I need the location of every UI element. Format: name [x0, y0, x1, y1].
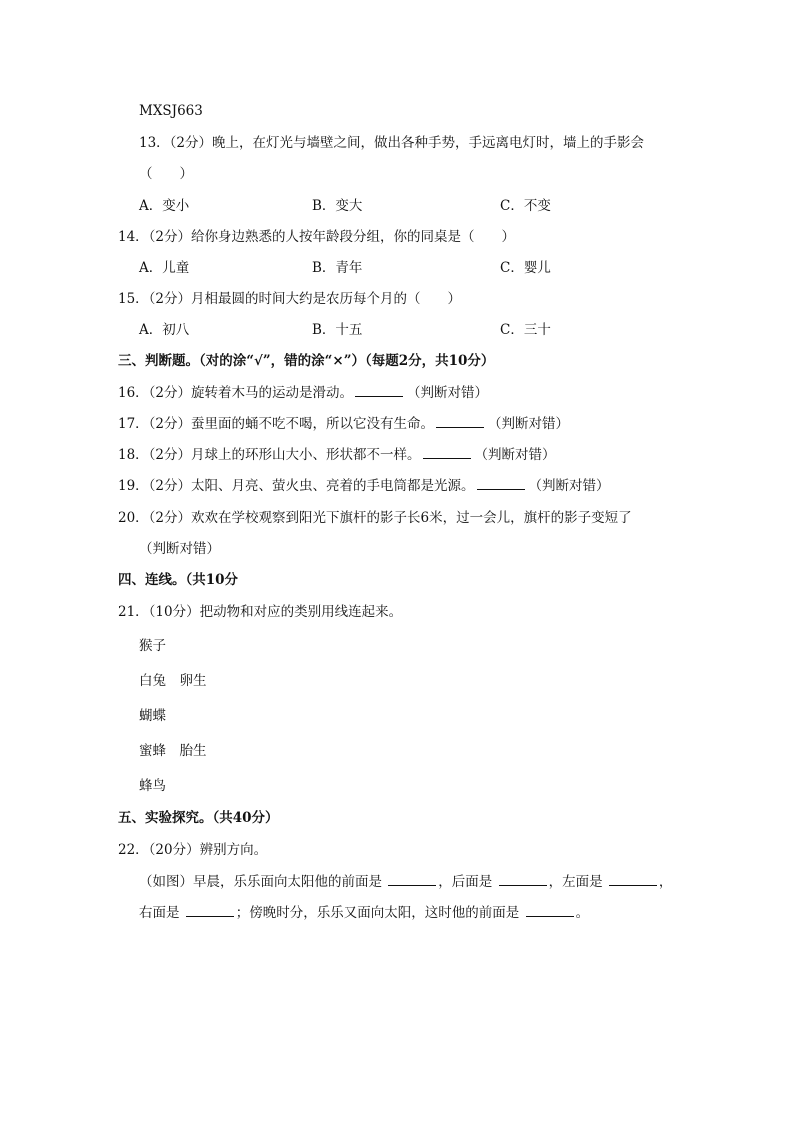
- question-16-suffix: （判断对错）: [407, 385, 489, 401]
- q13-option-b: B．变大: [312, 198, 363, 214]
- section-5-title: 五、实验探究。（共40分）: [118, 810, 279, 826]
- answer-blank-evening-front[interactable]: [526, 904, 574, 917]
- q22-text-comma: ，: [658, 874, 673, 890]
- q22-text-evening: ；傍晚时分，乐乐又面向太阳，这时他的前面是: [235, 905, 520, 921]
- q22-text-period: 。: [575, 905, 590, 921]
- answer-blank-17[interactable]: [436, 415, 484, 428]
- match-row-3: 蝴蝶: [139, 708, 166, 724]
- question-14: 14．（2分）给你身边熟悉的人按年龄段分组，你的同桌是（ ）: [118, 229, 516, 245]
- answer-blank-back[interactable]: [499, 873, 547, 886]
- question-19-suffix: （判断对错）: [528, 478, 610, 494]
- q15-option-c: C．三十: [500, 322, 551, 338]
- answer-blank-16[interactable]: [355, 384, 403, 397]
- question-22-para-2: [139, 904, 589, 922]
- q13-option-a: A．变小: [139, 198, 190, 214]
- question-17-suffix: （判断对错）: [488, 416, 570, 432]
- q14-option-b: B．青年: [312, 260, 363, 276]
- answer-blank-19[interactable]: [477, 477, 525, 490]
- answer-blank-right[interactable]: [186, 904, 234, 917]
- q22-text-left: ，左面是: [548, 874, 603, 890]
- question-17-text: 17．（2分）蚕里面的蛹不吃不喝，所以它没有生命。: [118, 416, 435, 432]
- match-row-2: 白兔 卵生: [139, 673, 207, 689]
- q22-text-back: ，后面是: [438, 874, 493, 890]
- question-18-text: 18．（2分）月球上的环形山大小、形状都不一样。: [118, 447, 421, 463]
- q14-option-c: C．婴儿: [500, 260, 551, 276]
- q14-option-a: A．儿童: [139, 260, 190, 276]
- question-18-suffix: （判断对错）: [474, 447, 556, 463]
- question-19-text: 19．（2分）太阳、月亮、萤火虫、亮着的手电筒都是光源。: [118, 478, 475, 494]
- match-row-5: 蜂鸟: [139, 778, 166, 794]
- q22-text-front: （如图）早晨，乐乐面向太阳他的前面是: [139, 874, 382, 890]
- match-row-1: 猴子: [139, 638, 166, 654]
- q15-option-b: B．十五: [312, 322, 363, 338]
- question-18: [118, 446, 556, 464]
- question-13-paren: （ ）: [139, 166, 193, 182]
- question-17: [118, 415, 569, 433]
- header-code: MXSJ663: [139, 103, 203, 119]
- question-20: 20．（2分）欢欢在学校观察到阳光下旗杆的影子长6米，过一会儿，旗杆的影子变短了: [118, 510, 632, 526]
- section-4-title: 四、连线。（共10分: [118, 572, 239, 588]
- question-16-text: 16．（2分）旋转着木马的运动是滑动。: [118, 385, 354, 401]
- question-15: 15．（2分）月相最圆的时间大约是农历每个月的（ ）: [118, 291, 462, 307]
- question-21: 21．（10分）把动物和对应的类别用线连起来。: [118, 604, 403, 620]
- section-3-title: 三、判断题。（对的涂“√”，错的涂“×”）（每题2分，共10分）: [118, 353, 495, 369]
- q22-text-right: 右面是: [139, 905, 180, 921]
- question-19: [118, 477, 610, 495]
- question-22-para-1: [139, 873, 672, 891]
- question-22: 22．（20分）辨别方向。: [118, 842, 268, 858]
- answer-blank-left[interactable]: [609, 873, 657, 886]
- question-13: 13．（2分）晚上，在灯光与墙壁之间，做出各种手势，手远离电灯时，墙上的手影会: [139, 135, 645, 151]
- answer-blank-18[interactable]: [423, 446, 471, 459]
- question-20-suffix: （判断对错）: [139, 541, 220, 557]
- answer-blank-front[interactable]: [388, 873, 436, 886]
- q13-option-c: C．不变: [500, 198, 551, 214]
- question-16: [118, 384, 488, 402]
- match-row-4: 蜜蜂 胎生: [139, 743, 207, 759]
- q15-option-a: A．初八: [139, 322, 190, 338]
